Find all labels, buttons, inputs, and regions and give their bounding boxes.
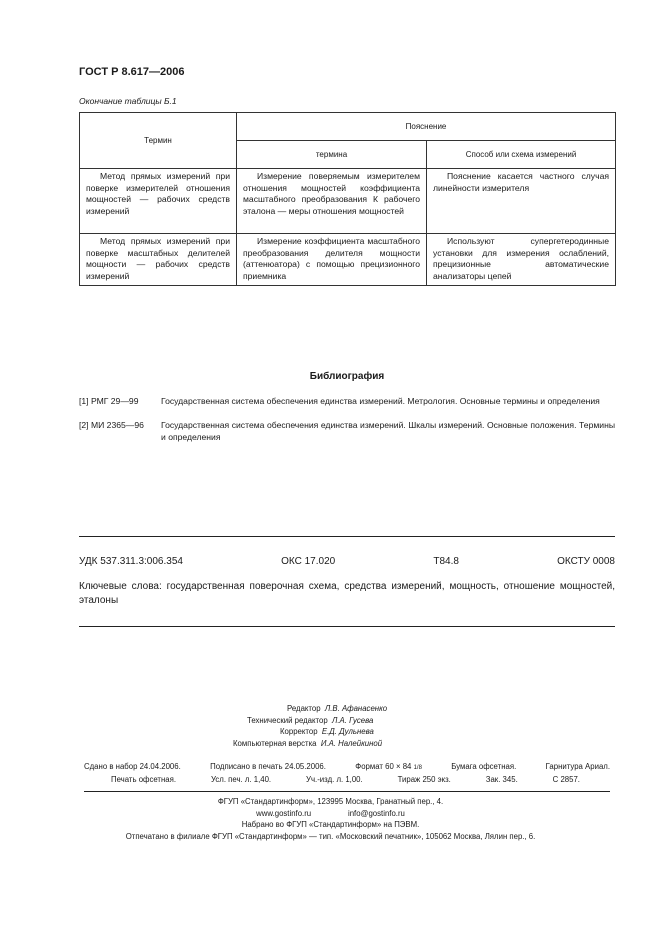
bibliography-number: [1] РМГ 29—99 <box>79 396 139 406</box>
paper-type: Бумага офсетная. <box>451 762 517 771</box>
print-info-line1 <box>84 762 610 771</box>
keywords: Ключевые слова: государственная поверочная схема, средства измерений, мощность, отношение мощностей, эталоны <box>79 581 615 606</box>
layout-name: И.А. Налейкиной <box>320 738 383 748</box>
format-fraction: 1/8 <box>413 765 422 771</box>
subheader-term: термина <box>237 141 427 169</box>
publish-sheets: Уч.-изд. л. 1,00. <box>306 775 363 784</box>
bibliography-entry <box>79 396 615 420</box>
corrector-line <box>280 726 374 738</box>
website-link[interactable]: www.gostinfo.ru <box>256 808 312 818</box>
code-number: С 2857. <box>552 775 580 784</box>
bibliography-number: [2] МИ 2365—96 <box>79 420 144 430</box>
table-row <box>80 234 616 286</box>
row-method: Пояснение касается частного случая линейности измерителя <box>427 169 616 234</box>
print-type: Печать офсетная. <box>111 775 177 784</box>
subheader-method: Способ или схема измерений <box>427 141 616 169</box>
layout-line <box>233 738 382 750</box>
submitted-date: Сдано в набор 24.04.2006. <box>84 762 181 771</box>
row-method: Используют супергетеродинные установки для измерения ослаблений, прецизионные автоматические анализаторы цепей <box>427 234 616 286</box>
bibliography-title: Библиография <box>309 371 385 382</box>
format: Формат 60 × 84 1/8 <box>355 762 422 771</box>
bibliography-text: Государственная система обеспечения единства измерений. Шкалы измерений. Основные положения. Термины и определения <box>161 420 615 442</box>
t-code: Т84.8 <box>433 556 459 567</box>
header-term: Термин <box>80 113 237 169</box>
tech-editor-name: Л.А. Гусева <box>332 715 374 725</box>
layout-label: Компьютерная верстка <box>233 738 317 748</box>
editor-name: Л.В. Афанасенко <box>324 704 388 713</box>
bibliography-text: Государственная система обеспечения единства измерений. Метрология. Основные термины и определения <box>161 396 600 406</box>
terms-table <box>79 112 616 286</box>
order-number: Зак. 345. <box>485 775 518 784</box>
editor-line <box>287 703 387 715</box>
row-explanation: Измерение поверяемым измерителем отношения мощностей коэффициента масштабного преобразования К рабочего эталона — меры отношения мощностей <box>237 169 427 234</box>
document-header: ГОСТ Р 8.617—2006 <box>79 66 185 78</box>
tech-editor-line <box>247 715 373 727</box>
header-explanation: Пояснение <box>237 113 616 141</box>
corrector-name: Е.Д. Дульнева <box>321 727 374 736</box>
printed-note: Отпечатано в филиале ФГУП «Стандартинформ» — тип. «Московский печатник», 105062 Москва, Лялин пер., 6. <box>125 831 536 841</box>
print-sheets: Усл. печ. л. 1,40. <box>210 775 272 784</box>
divider-bottom <box>79 626 615 627</box>
typeset-note: Набрано во ФГУП «Стандартинформ» на ПЭВМ. <box>241 820 420 829</box>
circulation: Тираж 250 экз. <box>397 775 451 784</box>
okstu-code: ОКСТУ 0008 <box>557 556 615 567</box>
divider-footer <box>84 791 610 792</box>
email-link[interactable]: info@gostinfo.ru <box>347 808 405 818</box>
signed-date: Подписано в печать 24.05.2006. <box>210 762 326 771</box>
tech-editor-label: Технический редактор <box>247 715 328 725</box>
font-typeface: Гарнитура Ариал. <box>545 762 610 771</box>
publisher-address: ФГУП «Стандартинформ», 123995 Москва, Гранатный пер., 4. <box>217 797 444 806</box>
row-explanation: Измерение коэффициента масштабного преобразования делителя мощности (аттенюатора) с помощью прецизионного приемника <box>237 234 427 286</box>
bibliography-entry <box>79 420 615 444</box>
classification-codes <box>79 556 615 567</box>
table-row <box>80 169 616 234</box>
credits <box>0 703 661 751</box>
corrector-label: Корректор <box>280 727 318 736</box>
print-info-line2 <box>111 775 580 784</box>
row-term: Метод прямых измерений при поверке масштабных делителей мощности — рабочих средств измерений <box>80 234 237 286</box>
row-term: Метод прямых измерений при поверке измерителей отношения мощностей — рабочих средств измерений <box>80 169 237 234</box>
table-caption: Окончание таблицы Б.1 <box>79 96 177 106</box>
divider-top <box>79 536 615 537</box>
editor-label: Редактор <box>287 704 321 713</box>
contact-line <box>0 808 661 820</box>
udk-code: УДК 537.311.3:006.354 <box>79 556 183 567</box>
oks-code: ОКС 17.020 <box>281 556 336 567</box>
